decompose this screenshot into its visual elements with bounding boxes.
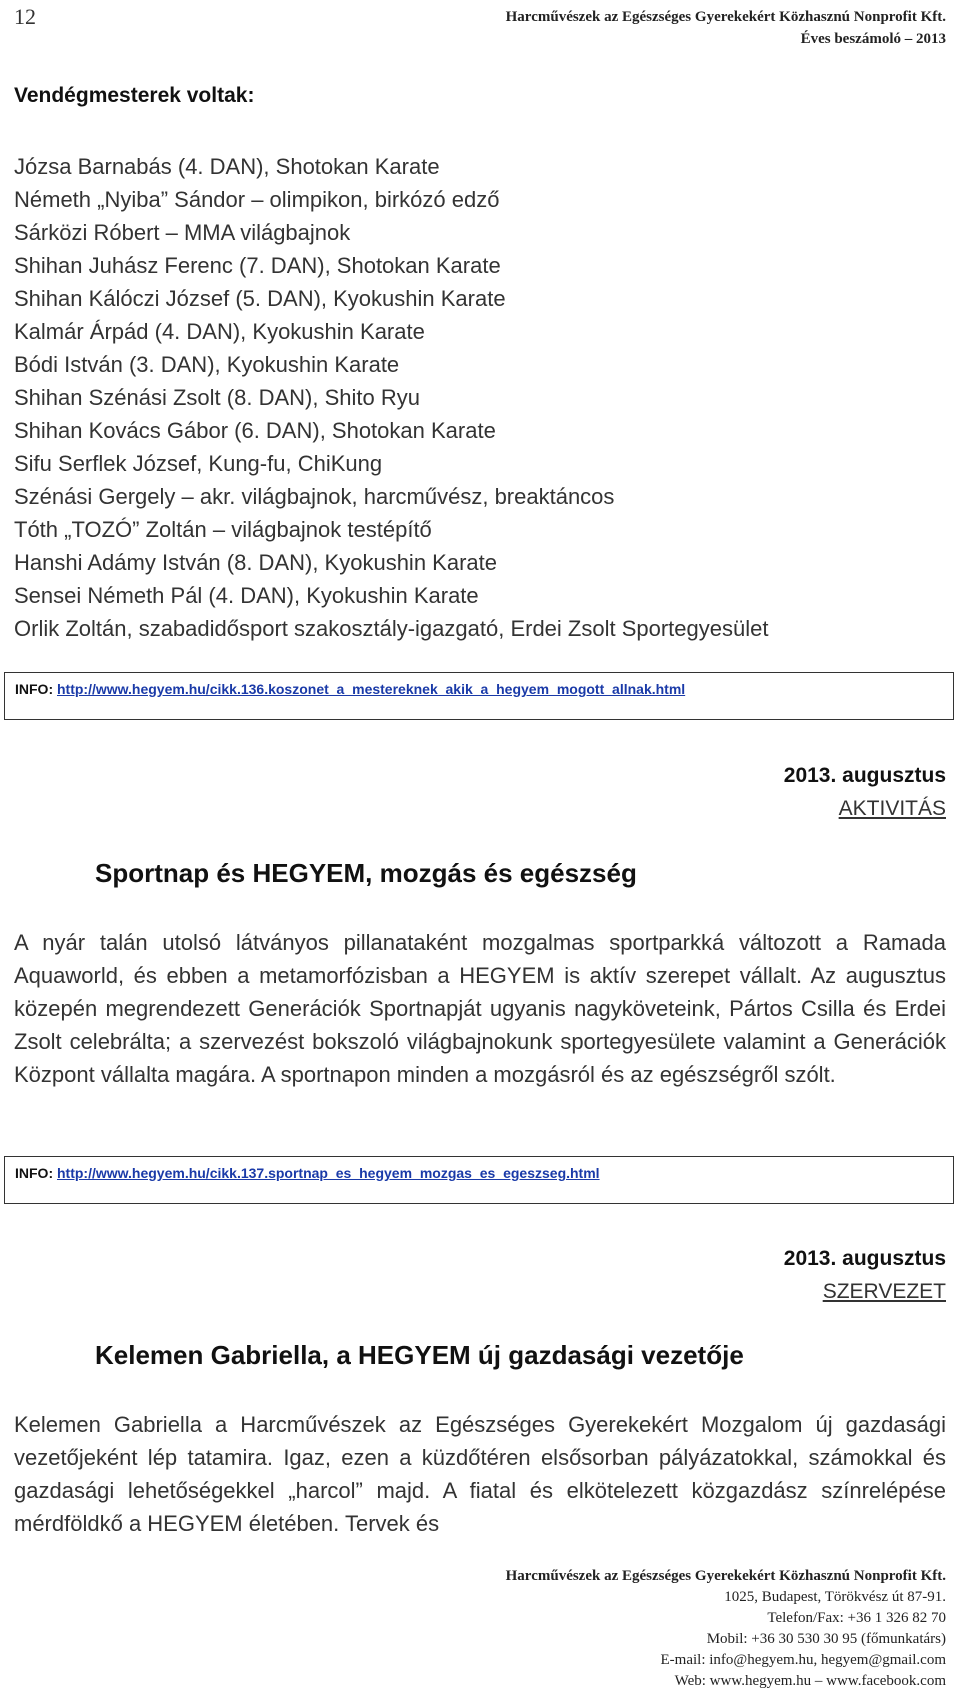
info-label: INFO: <box>15 681 54 697</box>
footer-web: Web: www.hegyem.hu – www.facebook.com <box>674 1673 946 1689</box>
list-item: Shihan Juhász Ferenc (7. DAN), Shotokan Karate <box>14 253 501 278</box>
info-label: INFO: <box>15 1165 54 1181</box>
footer-org: Harcművészek az Egészséges Gyerekekért Közhasznú Nonprofit Kft. <box>505 1568 946 1584</box>
list-item: Józsa Barnabás (4. DAN), Shotokan Karate <box>14 154 440 179</box>
guest-masters-heading: Vendégmesterek voltak: <box>14 84 255 107</box>
article-body: Kelemen Gabriella a Harcművészek az Egészséges Gyerekekért Mozgalom új gazdasági vezetőjeként lép tatamira. Igaz, ezen a küzdőtéren elsősorban pályázatokkal, számokkal és gazdasági lehetőségekkel „harcol” majd. A fiatal és elkötelezett közgazdász színrelépése mérdföldkő a HEGYEM életében. Tervek és <box>14 1412 946 1536</box>
article-date: 2013. augusztus <box>783 764 946 787</box>
info-box-sportnap <box>4 1156 954 1204</box>
info-link[interactable]: http://www.hegyem.hu/cikk.136.koszonet_a_mestereknek_akik_a_hegyem_mogott_allnak.html <box>57 681 686 697</box>
list-item: Shihan Kálóczi József (5. DAN), Kyokushin Karate <box>14 286 506 311</box>
footer-mobile: Mobil: +36 30 530 30 95 (főmunkatárs) <box>706 1631 946 1647</box>
footer-phone: Telefon/Fax: +36 1 326 82 70 <box>767 1610 946 1626</box>
list-item: Orlik Zoltán, szabadidősport szakosztály-igazgató, Erdei Zsolt Sportegyesület <box>14 616 769 641</box>
list-item: Bódi István (3. DAN), Kyokushin Karate <box>14 352 400 377</box>
article-meta <box>784 759 946 825</box>
page-header <box>506 6 946 50</box>
list-item: Sensei Németh Pál (4. DAN), Kyokushin Karate <box>14 583 479 608</box>
guest-masters-list <box>14 150 768 645</box>
page-footer <box>506 1566 946 1692</box>
footer-email: E-mail: info@hegyem.hu, hegyem@gmail.com <box>660 1652 946 1668</box>
list-item: Sifu Serflek József, Kung-fu, ChiKung <box>14 451 383 476</box>
list-item: Sárközi Róbert – MMA világbajnok <box>14 220 351 245</box>
list-item: Tóth „TOZÓ” Zoltán – világbajnok testépítő <box>14 517 432 542</box>
list-item: Németh „Nyiba” Sándor – olimpikon, birkózó edző <box>14 187 500 212</box>
article-category: SZERVEZET <box>822 1280 946 1303</box>
article-meta <box>784 1242 946 1308</box>
list-item: Hanshi Adámy István (8. DAN), Kyokushin Karate <box>14 550 497 575</box>
page-number: 12 <box>14 4 36 29</box>
list-item: Szénási Gergely – akr. világbajnok, harcművész, breaktáncos <box>14 484 615 509</box>
article-title: Kelemen Gabriella, a HEGYEM új gazdasági vezetője <box>95 1340 744 1370</box>
header-org: Harcművészek az Egészséges Gyerekekért Közhasznú Nonprofit Kft. <box>505 9 946 25</box>
list-item: Kalmár Árpád (4. DAN), Kyokushin Karate <box>14 319 425 344</box>
footer-address: 1025, Budapest, Törökvész út 87-91. <box>724 1589 946 1605</box>
info-link[interactable]: http://www.hegyem.hu/cikk.137.sportnap_es_hegyem_mozgas_es_egeszseg.html <box>57 1165 600 1181</box>
list-item: Shihan Szénási Zsolt (8. DAN), Shito Ryu <box>14 385 420 410</box>
article-body: A nyár talán utolsó látványos pillanataként mozgalmas sportparkká változott a Ramada Aquaworld, és ebben a metamorfózisban a HEGYEM is aktív szerepet vállalt. Az augusztus közepén megrendezett Generációk Sportnapját ugyanis nagyköveteink, Pártos Csilla és Erdei Zsolt celebrálta; a szervezést bokszoló világbajnokunk sportegyesülete valamint a Generációk Központ vállalta magára. A sportnapon minden a mozgásról és az egészségről szólt. <box>14 930 946 1087</box>
list-item: Shihan Kovács Gábor (6. DAN), Shotokan Karate <box>14 418 496 443</box>
article-category: AKTIVITÁS <box>838 797 946 820</box>
info-box-masters <box>4 672 954 720</box>
header-report: Éves beszámoló – 2013 <box>800 31 946 47</box>
article-date: 2013. augusztus <box>783 1247 946 1270</box>
article-title: Sportnap és HEGYEM, mozgás és egészség <box>95 858 637 888</box>
